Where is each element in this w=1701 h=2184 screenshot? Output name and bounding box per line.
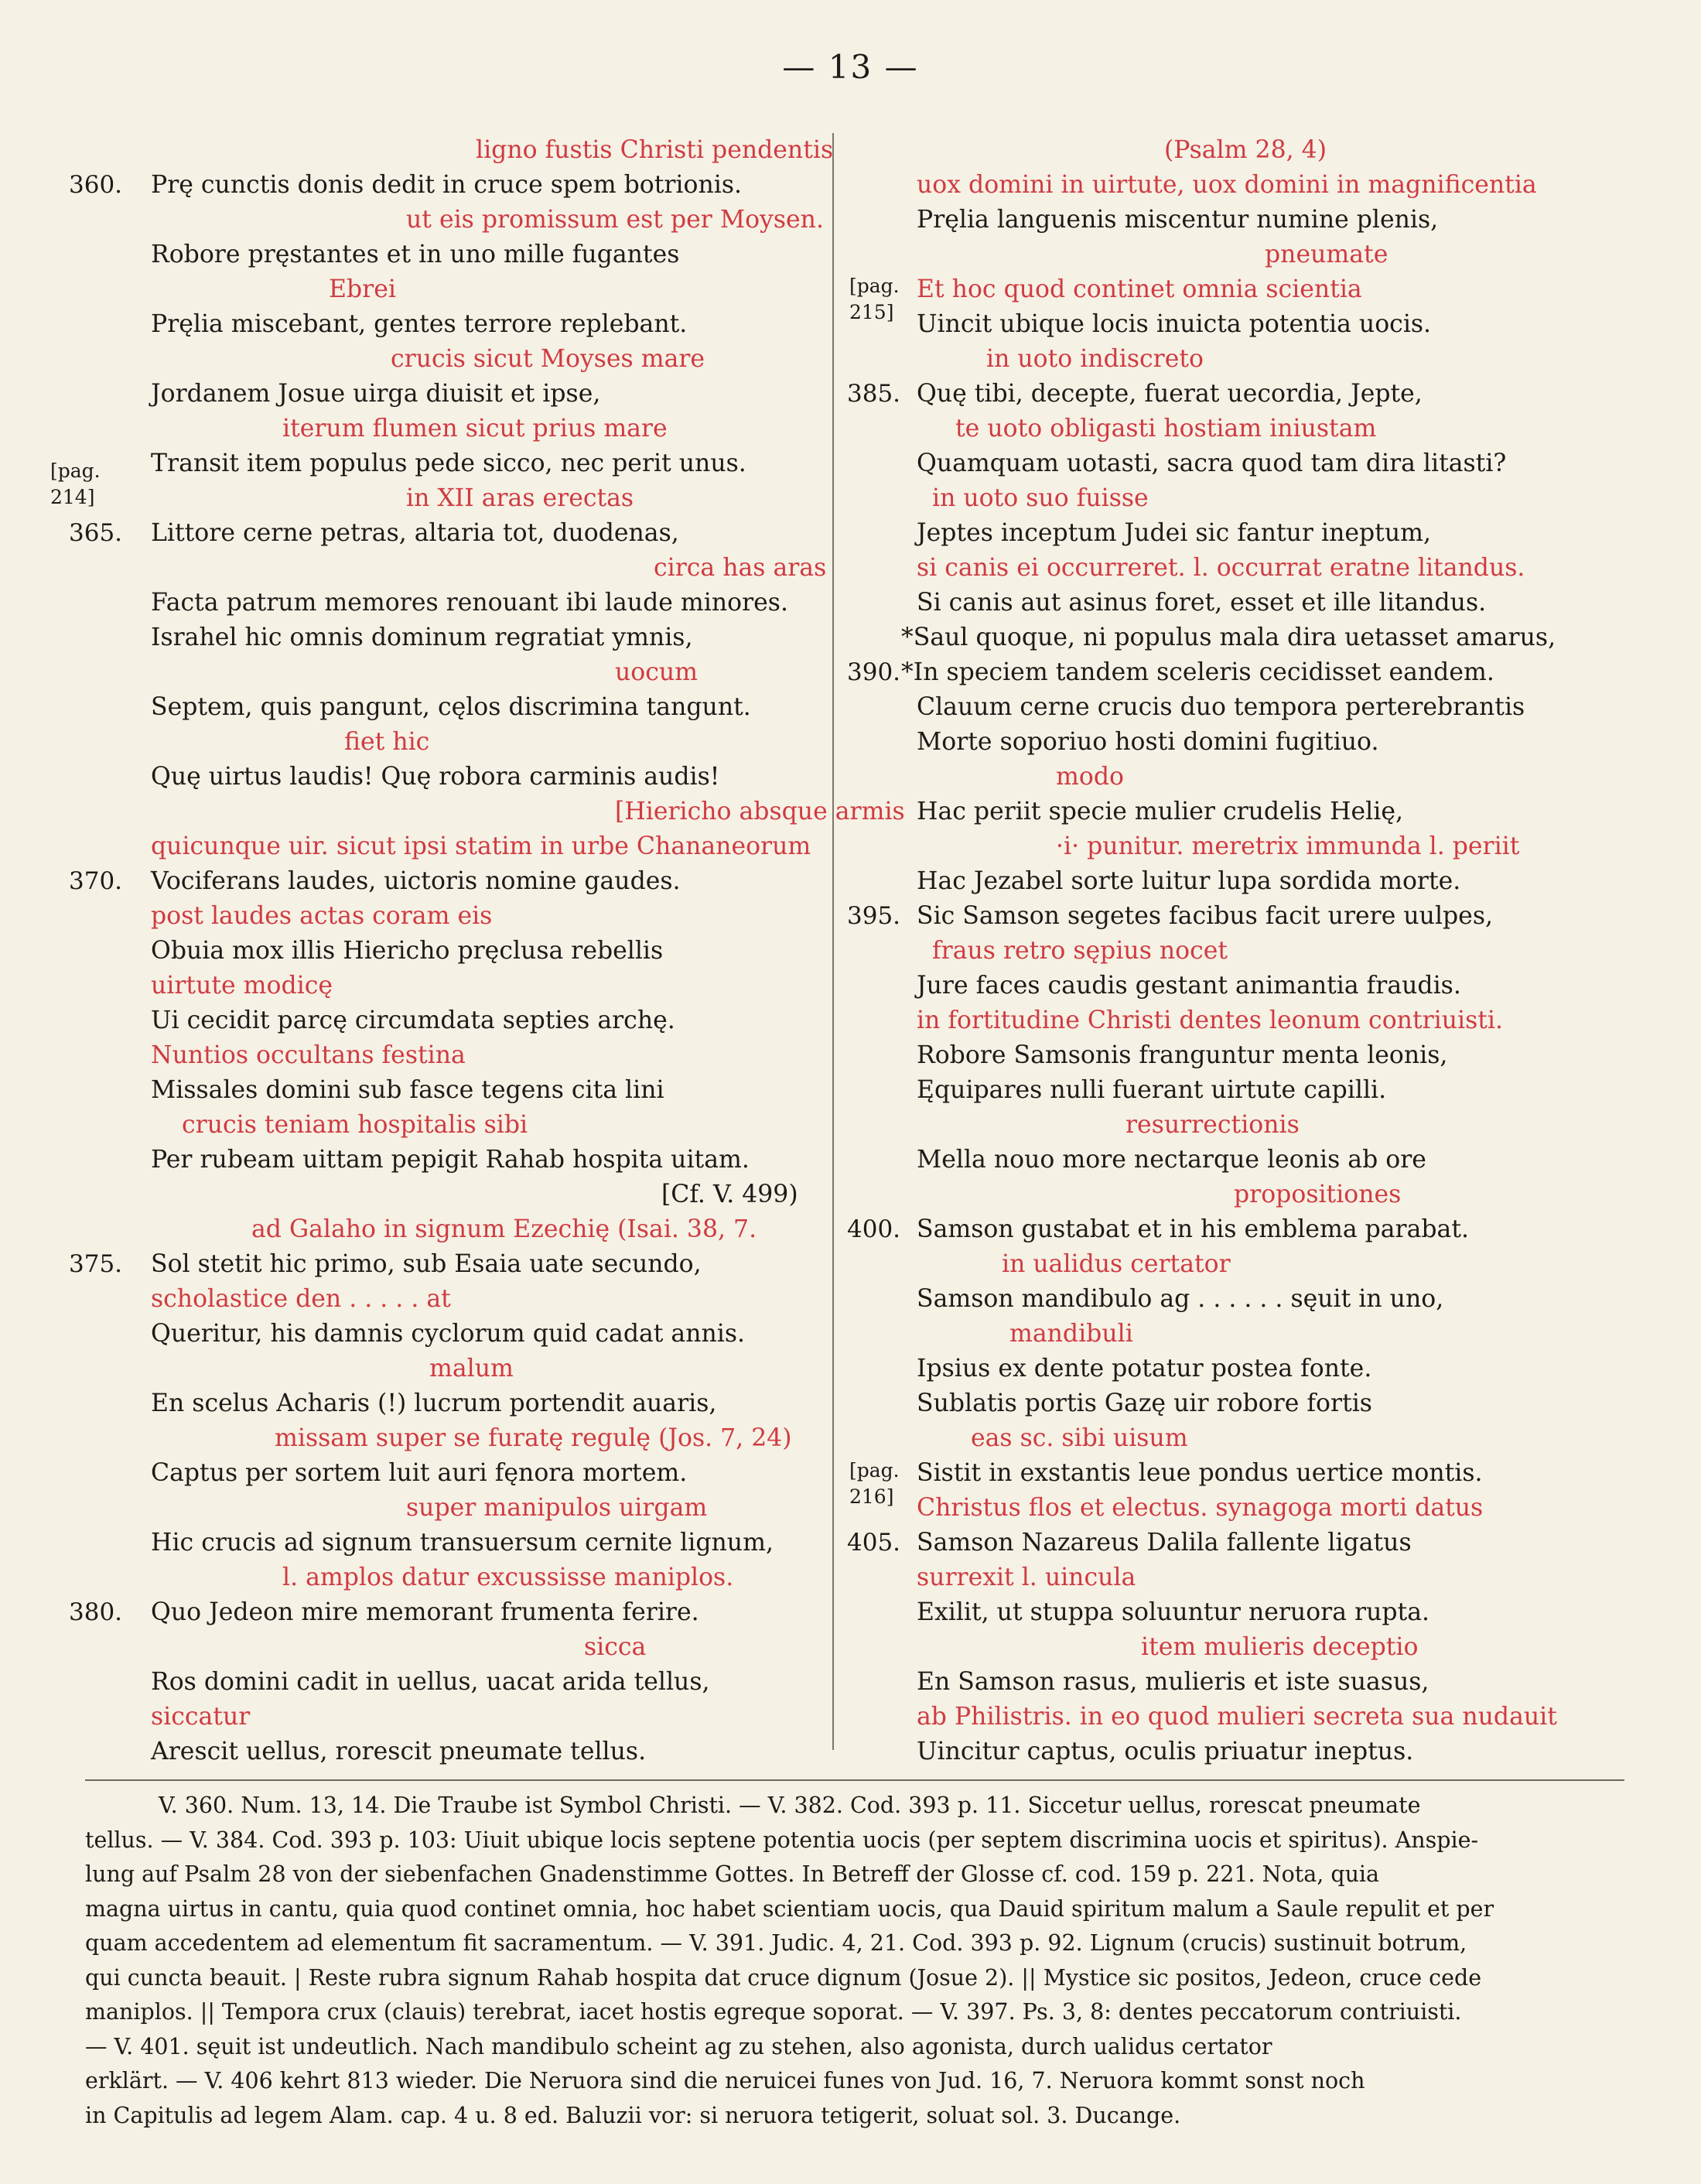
gloss-line: siccatur: [151, 1703, 251, 1731]
verse-line: [Cf. V. 499): [661, 1181, 798, 1208]
verse-number: 360.: [69, 171, 123, 199]
gloss-row: [81, 551, 832, 586]
gloss-row: [81, 1108, 832, 1143]
gloss-line: l. amplos datur excussisse maniplos.: [282, 1564, 734, 1591]
verse-line: Facta patrum memores renouant ibi laude minores.: [151, 589, 788, 617]
column-divider: [832, 133, 834, 1750]
gloss-line: in XII aras erectas: [406, 484, 634, 512]
page-ref-line: [pag.: [849, 1459, 900, 1482]
gloss-line: malum: [429, 1355, 514, 1383]
gloss-line: crucis teniam hospitalis sibi: [182, 1111, 528, 1139]
gloss-line: ligno fustis Christi pendentis: [476, 136, 834, 164]
gloss-row: [81, 655, 832, 690]
verse-row: [81, 238, 832, 272]
verse-row: [847, 1352, 1636, 1386]
gloss-row: [847, 1317, 1636, 1352]
verse-row: [847, 1386, 1636, 1421]
verse-line: Morte soporiuo hosti domini fugitiuo.: [917, 728, 1379, 756]
page-ref-marginal: [849, 273, 900, 326]
verse-row: [69, 864, 832, 899]
verse-line: Uincit ubique locis inuicta potentia uocis.: [917, 310, 1432, 338]
gloss-line: eas sc. sibi uisum: [971, 1424, 1188, 1452]
verse-line: Arescit uellus, rorescit pneumate tellus.: [151, 1738, 647, 1765]
verse-number: 385.: [847, 380, 901, 408]
gloss-line: quicunque uir. sicut ipsi statim in urbe Chananeorum: [151, 832, 811, 860]
verse-row: [847, 795, 1636, 829]
gloss-line: post laudes actas coram eis: [151, 902, 493, 930]
gloss-row: [847, 238, 1636, 272]
verse-line: Sublatis portis Gazę uir robore fortis: [917, 1389, 1372, 1417]
verse-row: [81, 377, 832, 412]
gloss-line: Ebrei: [329, 275, 396, 303]
verse-row: [81, 1665, 832, 1700]
gloss-row: [847, 934, 1636, 969]
page-ref-marginal: [849, 1458, 900, 1510]
verse-row: [847, 1526, 1636, 1560]
verse-line: Israhel hic omnis dominum regratiat ymnis,: [151, 624, 693, 651]
gloss-row: [81, 412, 832, 446]
verse-row: [847, 725, 1636, 760]
page-ref-line: 215]: [849, 301, 894, 323]
verse-line: Ipsius ex dente potatur postea fonte.: [917, 1355, 1372, 1383]
footnote-line: maniplos. || Tempora crux (clauis) terebrat, iacet hostis egreque soporat. — V. 397. Ps. 3, 8: dentes peccatorum contriuisti.: [85, 1999, 1462, 2025]
verse-number: 390.: [847, 658, 901, 686]
verse-row: [81, 1735, 832, 1769]
verse-line: Samson mandibulo ag . . . . . . sęuit in uno,: [917, 1285, 1444, 1313]
verse-row: [81, 1073, 832, 1108]
verse-line: Obuia mox illis Hiericho pręclusa rebellis: [151, 937, 664, 965]
verse-row: [81, 1526, 832, 1560]
gloss-line: iterum flumen sicut prius mare: [282, 415, 668, 443]
verse-line: Ros domini cadit in uellus, uacat arida tellus,: [151, 1668, 710, 1696]
verse-row: [81, 1386, 832, 1421]
gloss-line: fiet hic: [344, 728, 430, 756]
verse-line: Jure faces caudis gestant animantia fraudis.: [917, 972, 1461, 1000]
gloss-row: [847, 829, 1636, 864]
verse-row: [847, 690, 1636, 725]
footnote-line: erklärt. — V. 406 kehrt 813 wieder. Die Neruora sind die neruicei funes von Jud. 16, 7. Neruora kommt sonst noch: [85, 2068, 1365, 2093]
verse-line: Quę tibi, decepte, fuerat uecordia, Jepte,: [917, 380, 1423, 408]
gloss-row: [81, 481, 832, 516]
gloss-row: [847, 1247, 1636, 1282]
verse-line: Pręlia languenis miscentur numine plenis,: [917, 206, 1439, 234]
gloss-line: in ualidus certator: [1002, 1250, 1231, 1278]
gloss-line: uox domini in uirtute, uox domini in magnificentia: [917, 171, 1537, 199]
gloss-row: [81, 829, 832, 864]
gloss-row: [847, 760, 1636, 795]
gloss-line: Et hoc quod continet omnia scientia: [917, 275, 1362, 303]
verse-number: 405.: [847, 1529, 901, 1557]
verse-line: Septem, quis pangunt, cęlos discrimina tangunt.: [151, 693, 751, 721]
verse-line: Missales domini sub fasce tegens cita lini: [151, 1076, 664, 1104]
gloss-row: [81, 203, 832, 238]
verse-line: Hac periit specie mulier crudelis Helię,: [917, 798, 1403, 825]
verse-line: *In speciem tandem sceleris cecidisset eandem.: [901, 658, 1494, 686]
verse-line: En scelus Acharis (!) lucrum portendit auaris,: [151, 1389, 717, 1417]
verse-row: [81, 760, 832, 795]
verse-line: Mella nouo more nectarque leonis ab ore: [917, 1146, 1426, 1174]
verse-row: [81, 586, 832, 620]
verse-line: Sic Samson segetes facibus facit urere uulpes,: [917, 902, 1494, 930]
page-ref-line: 216]: [849, 1485, 894, 1508]
verse-line: Jeptes inceptum Judei sic fantur ineptum,: [917, 519, 1431, 547]
gloss-row: [81, 725, 832, 760]
footnote-rule: [85, 1779, 1624, 1781]
verse-row: [81, 1177, 832, 1212]
verse-number: 375.: [69, 1250, 123, 1278]
verse-line: Transit item populus pede sicco, nec perit unus.: [151, 449, 746, 477]
gloss-line: mandibuli: [1009, 1320, 1133, 1348]
gloss-row: [81, 899, 832, 934]
gloss-row: [81, 1491, 832, 1526]
gloss-line: surrexit l. uincula: [917, 1564, 1136, 1591]
footnote-line: in Capitulis ad legem Alam. cap. 4 u. 8 ed. Baluzii vor: si neruora tetigerit, soluat sol. 3. Ducange.: [85, 2102, 1181, 2128]
verse-row: [847, 969, 1636, 1003]
gloss-line: [Hiericho absque armis: [615, 798, 905, 825]
verse-row: [81, 1143, 832, 1177]
verse-line: Exilit, ut stuppa soluuntur neruora rupta.: [917, 1598, 1429, 1626]
gloss-row: [81, 342, 832, 377]
gloss-line: circa has aras: [654, 554, 827, 582]
gloss-row: [847, 272, 1636, 307]
page-ref-line: [pag.: [849, 275, 900, 297]
verse-row: [81, 934, 832, 969]
verse-line: Littore cerne petras, altaria tot, duodenas,: [151, 519, 679, 547]
verse-line: Samson gustabat et in his emblema parabat.: [917, 1215, 1470, 1243]
verse-line: Uincitur captus, oculis priuatur ineptus.: [917, 1738, 1414, 1765]
verse-row: [847, 1038, 1636, 1073]
gloss-line: in fortitudine Christi dentes leonum contriuisti.: [917, 1007, 1504, 1034]
gloss-line: super manipulos uirgam: [406, 1494, 708, 1522]
gloss-row: [847, 1108, 1636, 1143]
gloss-row: [847, 551, 1636, 586]
gloss-row: [81, 795, 905, 829]
verse-row: [81, 1317, 832, 1352]
verse-line: Per rubeam uittam pepigit Rahab hospita uitam.: [151, 1146, 750, 1174]
gloss-line: pneumate: [1265, 241, 1388, 268]
verse-number: 400.: [847, 1215, 901, 1243]
verse-row: [847, 1595, 1636, 1630]
verse-row: [847, 1282, 1636, 1317]
verse-line: Ui cecidit parcę circumdata septies archę.: [151, 1007, 675, 1034]
gloss-row: [847, 342, 1636, 377]
verse-row: [847, 1212, 1636, 1247]
gloss-line: ad Galaho in signum Ezechię (Isai. 38, 7.: [251, 1215, 757, 1243]
verse-row: [81, 620, 832, 655]
verse-line: Si canis aut asinus foret, esset et ille litandus.: [917, 589, 1487, 617]
verse-number: 395.: [847, 902, 901, 930]
gloss-line: uocum: [615, 658, 699, 686]
verse-row: [847, 899, 1636, 934]
verse-row: [847, 1456, 1636, 1491]
verse-row: [847, 1665, 1636, 1700]
gloss-row: [847, 412, 1636, 446]
gloss-row: [81, 1630, 832, 1665]
gloss-line: propositiones: [1234, 1181, 1402, 1208]
gloss-line: in uoto indiscreto: [986, 345, 1204, 373]
gloss-line: in uoto suo fuisse: [932, 484, 1149, 512]
verse-line: Samson Nazareus Dalila fallente ligatus: [917, 1529, 1412, 1557]
footnotes: [85, 1789, 1586, 2133]
right-column: [847, 133, 1636, 1769]
verse-line: Clauum cerne crucis duo tempora perterebrantis: [917, 693, 1525, 721]
verse-row: [847, 620, 1636, 655]
verse-line: En Samson rasus, mulieris et iste suasus,: [917, 1668, 1429, 1696]
verse-line: Ęquipares nulli fuerant uirtute capilli.: [917, 1076, 1387, 1104]
verse-row: [69, 1595, 832, 1630]
verse-line: Jordanem Josue uirga diuisit et ipse,: [151, 380, 601, 408]
gloss-line: crucis sicut Moyses mare: [391, 345, 705, 373]
gloss-line: modo: [1056, 763, 1124, 791]
verse-row: [81, 1456, 832, 1491]
gloss-line: sicca: [584, 1633, 647, 1661]
verse-line: Hac Jezabel sorte luitur lupa sordida morte.: [917, 867, 1461, 895]
gloss-line: (Psalm 28, 4): [1164, 136, 1327, 164]
gloss-line: uirtute modicę: [151, 972, 333, 1000]
gloss-row: [847, 1421, 1636, 1456]
gloss-row: [81, 1421, 832, 1456]
verse-row: [81, 446, 832, 481]
verse-line: Quo Jedeon mire memorant frumenta ferire.: [151, 1598, 699, 1626]
footnote-line: — V. 401. sęuit ist undeutlich. Nach mandibulo scheint ag zu stehen, also agonista, durch ualidus certator: [85, 2033, 1272, 2059]
verse-row: [69, 516, 832, 551]
gloss-row: [847, 1491, 1636, 1526]
page-ref-line: [pag.: [50, 460, 101, 482]
gloss-row: [847, 1630, 1636, 1665]
gloss-row: [847, 1003, 1636, 1038]
verse-row: [847, 516, 1636, 551]
verse-line: Hic crucis ad signum transuersum cernite lignum,: [151, 1529, 774, 1557]
gloss-row: [847, 1560, 1636, 1595]
footnote-line: lung auf Psalm 28 von der siebenfachen Gnadenstimme Gottes. In Betreff der Glosse cf. cod. 159 p. 221. Nota, quia: [85, 1861, 1380, 1887]
gloss-line: item mulieris deceptio: [1141, 1633, 1419, 1661]
verse-line: Queritur, his damnis cyclorum quid cadat annis.: [151, 1320, 746, 1348]
verse-row: [81, 690, 832, 725]
gloss-row: [81, 1700, 832, 1735]
verse-line: Prę cunctis donis dedit in cruce spem botrionis.: [151, 171, 742, 199]
verse-number: 370.: [69, 867, 123, 895]
gloss-line: Nuntios occultans festina: [151, 1041, 466, 1069]
gloss-line: scholastice den . . . . . at: [151, 1285, 451, 1313]
verse-row: [69, 168, 832, 203]
gloss-row: [81, 969, 832, 1003]
verse-line: Robore pręstantes et in uno mille fugantes: [151, 241, 680, 268]
verse-row: [847, 377, 1636, 412]
verse-line: Sol stetit hic primo, sub Esaia uate secundo,: [151, 1250, 702, 1278]
page-ref-line: 214]: [50, 486, 95, 508]
verse-row: [847, 307, 1636, 342]
gloss-line: te uoto obligasti hostiam iniustam: [955, 415, 1377, 443]
verse-number: 380.: [69, 1598, 123, 1626]
footnote-line: quam accedentem ad elementum fit sacramentum. — V. 391. Judic. 4, 21. Cod. 393 p. 92. Lignum (crucis) sustinuit botrum,: [85, 1930, 1467, 1956]
gloss-row: [81, 1212, 832, 1247]
gloss-row: [847, 1177, 1636, 1212]
gloss-row: [847, 481, 1636, 516]
gloss-line: resurrectionis: [1125, 1111, 1300, 1139]
verse-row: [81, 1003, 832, 1038]
verse-line: Pręlia miscebant, gentes terrore replebant.: [151, 310, 688, 338]
footnote-line: tellus. — V. 384. Cod. 393 p. 103: Uiuit ubique locis septene potentia uocis (per septem discrimina uocis et spiritus). Anspie-: [85, 1827, 1479, 1853]
verse-line: Captus per sortem luit auri fęnora mortem.: [151, 1459, 688, 1487]
verse-row: [847, 1143, 1636, 1177]
verse-row: [81, 307, 832, 342]
verse-line: Quę uirtus laudis! Quę robora carminis audis!: [151, 763, 720, 791]
page-number: — 13 —: [782, 48, 919, 86]
verse-row: [847, 1735, 1636, 1769]
verse-row: [847, 586, 1636, 620]
verse-row: [847, 655, 1636, 690]
verse-row: [847, 446, 1636, 481]
verse-number: 365.: [69, 519, 123, 547]
gloss-row: [847, 1700, 1636, 1735]
verse-line: Robore Samsonis franguntur menta leonis,: [917, 1041, 1448, 1069]
footnote-line: qui cuncta beauit. | Reste rubra signum Rahab hospita dat cruce dignum (Josue 2). || Mystice sic positos, Jedeon, cruce cede: [85, 1964, 1482, 1991]
gloss-line: ut eis promissum est per Moysen.: [406, 206, 824, 234]
verse-line: Sistit in exstantis leue pondus uertice montis.: [917, 1459, 1483, 1487]
gloss-row: [81, 1282, 832, 1317]
verse-row: [847, 1073, 1636, 1108]
gloss-line: ·i· punitur. meretrix immunda l. periit: [1056, 832, 1520, 860]
verse-row: [69, 1247, 832, 1282]
footnote-line: magna uirtus in cantu, quia quod continet omnia, hoc habet scientiam uocis, qua Dauid spiritum malum a Saule repulit et per: [85, 1895, 1494, 1922]
gloss-line: fraus retro sępius nocet: [932, 937, 1228, 965]
gloss-row: [81, 1038, 832, 1073]
gloss-line: missam super se furatę regulę (Jos. 7, 24): [275, 1424, 792, 1452]
verse-row: [847, 203, 1636, 238]
verse-line: *Saul quoque, ni populus mala dira uetasset amarus,: [901, 624, 1556, 651]
footnote-line: V. 360. Num. 13, 14. Die Traube ist Symbol Christi. — V. 382. Cod. 393 p. 11. Siccetur uellus, rorescat pneumate: [159, 1793, 1421, 1818]
gloss-line: si canis ei occurreret. l. occurrat eratne litandus.: [917, 554, 1525, 582]
page-ref-marginal: [50, 458, 101, 511]
gloss-row: [81, 133, 832, 168]
verse-row: [847, 864, 1636, 899]
gloss-row: [81, 272, 832, 307]
gloss-row: [81, 1352, 832, 1386]
gloss-row: [847, 133, 1636, 168]
verse-line: Quamquam uotasti, sacra quod tam dira litasti?: [917, 449, 1507, 477]
gloss-line: ab Philistris. in eo quod mulieri secreta sua nudauit: [917, 1703, 1557, 1731]
gloss-row: [81, 1560, 832, 1595]
gloss-line: Christus flos et electus. synagoga morti datus: [917, 1494, 1484, 1522]
verse-line: Vociferans laudes, uictoris nomine gaudes.: [151, 867, 681, 895]
gloss-row: [847, 168, 1636, 203]
